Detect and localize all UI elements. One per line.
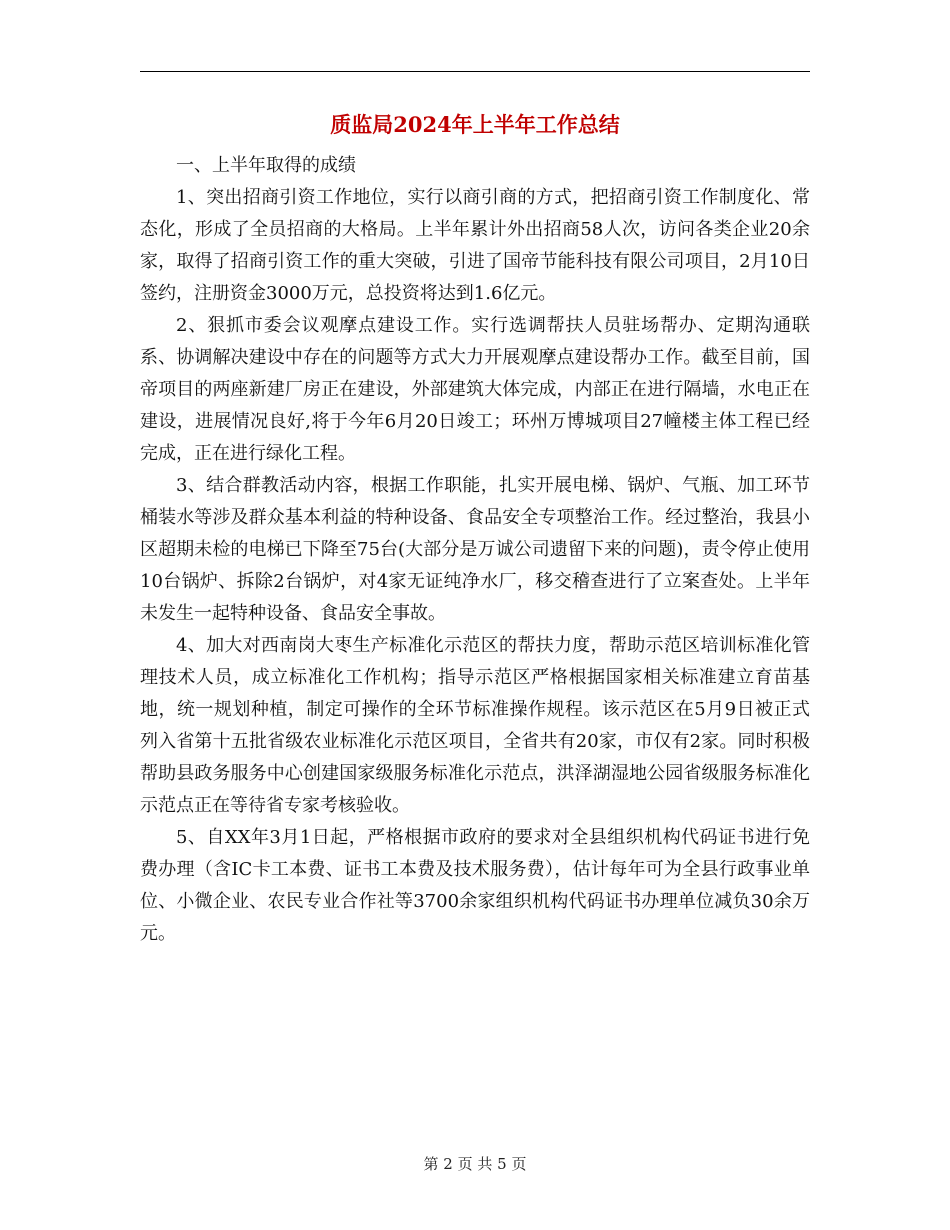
header-rule [140,71,810,72]
paragraph-5: 5、自XX年3月1日起，严格根据市政府的要求对全县组织机构代码证书进行免费办理（含IC卡工本费、证书工本费及技术服务费），估计每年可为全县行政事业单位、小微企业、农民专业合作社等3700余家组织机构代码证书办理单位减负30余万元。 [140,827,810,944]
page-number-footer: 第 2 页 共 5 页 [423,1155,527,1173]
paragraph-4: 4、加大对西南岗大枣生产标准化示范区的帮扶力度，帮助示范区培训标准化管理技术人员，成立标准化工作机构；指导示范区严格根据国家相关标准建立育苗基地，统一规划种植，制定可操作的全环节标准操作规程。该示范区在5月9日被正式列入省第十五批省级农业标准化示范区项目，全省共有20家，市仅有2家。同时积极帮助县政务服务中心创建国家级服务标准化示范点，洪泽湖湿地公园省级服务标准化示范点正在等待省专家考核验收。 [140,635,810,816]
document-title: 质监局2024年上半年工作总结 [330,112,620,137]
paragraph-3: 3、结合群教活动内容，根据工作职能，扎实开展电梯、锅炉、气瓶、加工环节桶装水等涉及群众基本利益的特种设备、食品安全专项整治工作。经过整治，我县小区超期未检的电梯已下降至75台(大部分是万诚公司遗留下来的问题)，责令停止使用10台锅炉、拆除2台锅炉，对4家无证纯净水厂，移交稽查进行了立案查处。上半年未发生一起特种设备、食品安全事故。 [140,475,810,624]
section-heading: 一、上半年取得的成绩 [176,155,356,176]
document-body [140,150,810,950]
paragraph-1: 1、突出招商引资工作地位，实行以商引商的方式，把招商引资工作制度化、常态化，形成了全员招商的大格局。上半年累计外出招商58人次，访问各类企业20余家，取得了招商引资工作的重大突破，引进了国帝节能科技有限公司项目，2月10日签约，注册资金3000万元，总投资将达到1.6亿元。 [140,187,810,304]
paragraph-2: 2、狠抓市委会议观摩点建设工作。实行选调帮扶人员驻场帮办、定期沟通联系、协调解决建设中存在的问题等方式大力开展观摩点建设帮办工作。截至目前，国帝项目的两座新建厂房正在建设，外部建筑大体完成，内部正在进行隔墙，水电正在建设，进展情况良好,将于今年6月20日竣工；环州万博城项目27幢楼主体工程已经完成，正在进行绿化工程。 [140,315,810,464]
